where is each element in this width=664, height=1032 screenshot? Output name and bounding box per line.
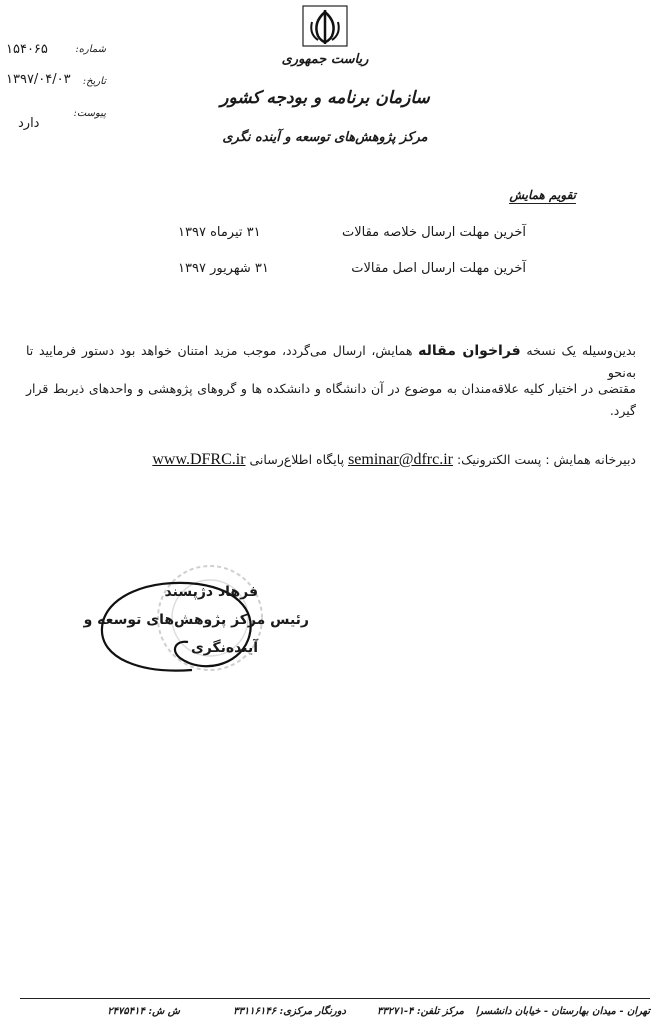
- date-label: تاریخ:: [82, 76, 106, 87]
- letter-number: ۱۵۴۰۶۵: [6, 42, 48, 57]
- footer-fax: دورنگار مرکزی: ۳۳۱۱۶۱۴۶: [233, 1006, 346, 1017]
- signatory-title2: آینده‌نگری: [190, 640, 258, 656]
- call-for-papers-bold: فراخوان مقاله: [418, 343, 521, 359]
- portal-label: پایگاه اطلاع‌رسانی: [249, 452, 345, 467]
- header-line2: سازمان برنامه و بودجه کشور: [220, 88, 430, 108]
- deadline-paper-date: ۳۱ شهریور ۱۳۹۷: [178, 261, 269, 276]
- signatory-title1: رئیس مرکز پژوهش‌های توسعه و: [83, 612, 309, 628]
- deadline-abstract-date: ۳۱ تیرماه ۱۳۹۷: [178, 225, 261, 240]
- body-line1-part2: همایش، ارسال می‌گردد، موجب مزید امتنان خواهد بود دستور فرمایید تا به‌نحو: [26, 343, 636, 380]
- website-link[interactable]: www.DFRC.ir: [152, 451, 246, 468]
- signatory-name: فرهاد دژپسند: [164, 584, 258, 600]
- emblem-icon: [300, 4, 350, 48]
- header-line1: ریاست جمهوری: [281, 52, 369, 67]
- number-label: شماره:: [75, 44, 106, 55]
- footer-divider: [20, 998, 650, 999]
- email-link[interactable]: seminar@dfrc.ir: [348, 451, 453, 468]
- deadline-abstract-label: آخرین مهلت ارسال خلاصه مقالات: [341, 225, 526, 240]
- contact-prefix: دبیرخانه همایش : پست الکترونیک:: [456, 452, 636, 467]
- header-line3: مرکز پژوهش‌های توسعه و آینده نگری: [222, 130, 428, 145]
- body-line1-part1: بدین‌وسیله یک نسخه: [520, 343, 636, 358]
- footer-phone: مرکز تلفن: ۴-۳۳۲۷۱: [377, 1006, 464, 1017]
- calendar-heading: تقویم همایش: [509, 188, 576, 202]
- footer-address: تهران - میدان بهارستان - خیابان دانشسرا: [475, 1006, 650, 1017]
- attachment-label: پیوست:: [73, 108, 106, 119]
- contact-line: [6, 451, 636, 469]
- deadline-paper-label: آخرین مهلت ارسال اصل مقالات: [351, 261, 526, 276]
- body-line2: مقتضی در اختیار کلیه علاقه‌مندان به موضوع در آن دانشگاه و دانشکده ها و گروهای پژوهشی و واحدهای ذیربط قرار گیرد.: [26, 381, 636, 418]
- footer-postal: ش ش: ۲۴۷۵۴۱۴: [107, 1006, 180, 1017]
- letter-date: ۱۳۹۷/۰۴/۰۳: [6, 72, 71, 87]
- attachment-value: دارد: [18, 116, 40, 131]
